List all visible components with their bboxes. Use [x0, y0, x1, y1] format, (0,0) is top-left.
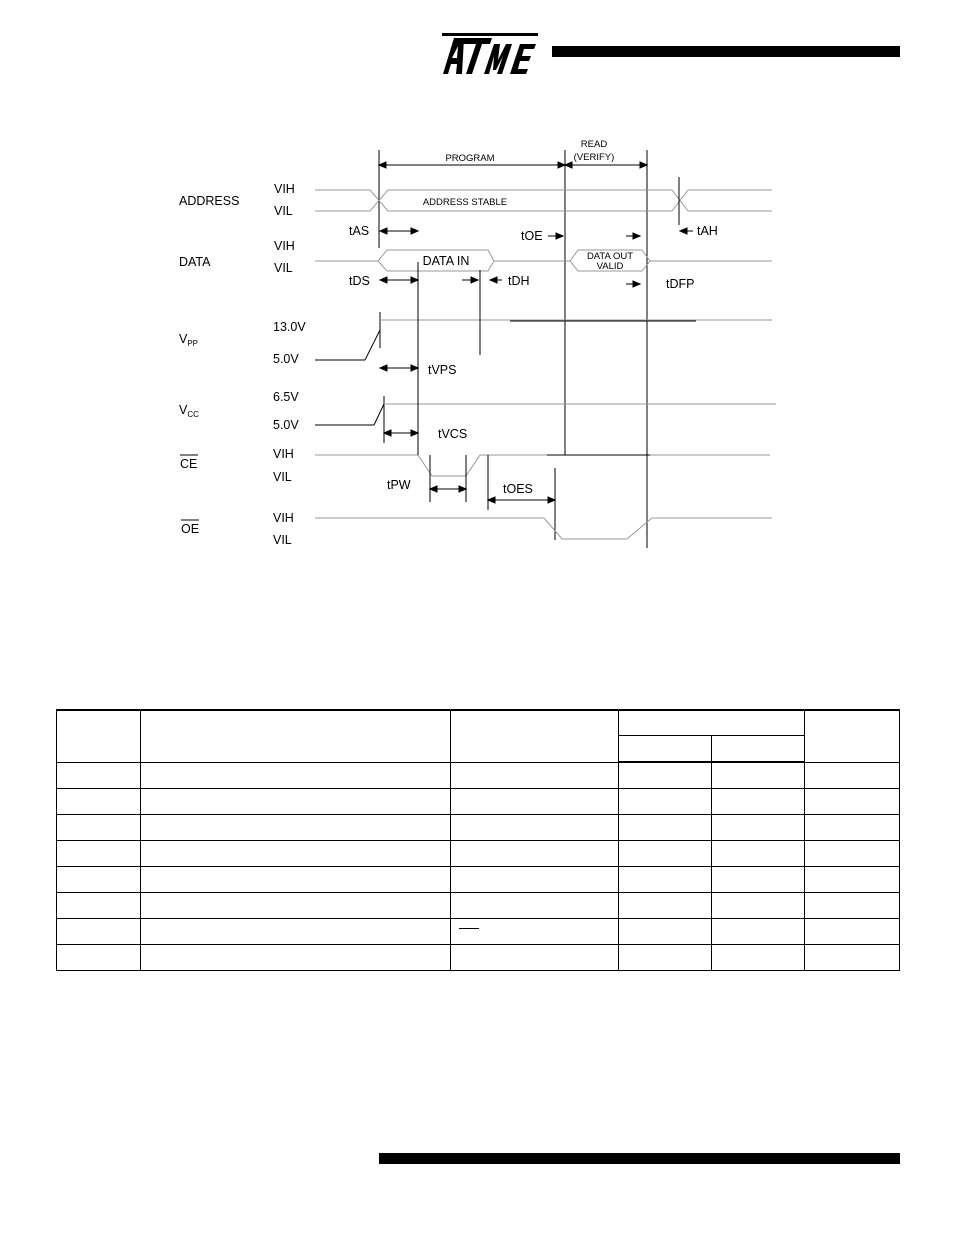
- data-out-valid-label: VALID: [596, 261, 624, 272]
- vcc-low-label: 5.0V: [273, 418, 299, 432]
- address-vih-label: VIH: [274, 182, 295, 196]
- vpp-high-label: 13.0V: [273, 320, 306, 334]
- vpp-low-label: 5.0V: [273, 352, 299, 366]
- signal-vcc-label: $V_{CC}$: [179, 403, 199, 419]
- signal-address-label: ADDRESS: [179, 194, 240, 208]
- data-in-label: DATA IN: [422, 254, 470, 268]
- signal-data-label: DATA: [179, 255, 211, 269]
- toes-label: tOES: [503, 482, 533, 496]
- oe-vih-label: VIH: [273, 511, 294, 525]
- table-row: [57, 815, 900, 841]
- tah-label: tAH: [697, 224, 718, 238]
- data-out-label: DATA OUT: [586, 251, 634, 262]
- tvcs-label: tVCS: [438, 427, 468, 441]
- table-row: [57, 841, 900, 867]
- header-symbol-cell: [57, 710, 141, 762]
- overbar-mark: [459, 928, 479, 929]
- phase-program-label: PROGRAM: [445, 153, 495, 164]
- footer-rule: [379, 1153, 900, 1164]
- tdfp-label: tDFP: [666, 277, 695, 291]
- address-vil-label: VIL: [274, 204, 293, 218]
- table-row: [57, 789, 900, 815]
- toe-label: tOE: [521, 229, 543, 243]
- ce-vil-label: VIL: [273, 470, 292, 484]
- tvps-label: tVPS: [428, 363, 457, 377]
- signal-vpp-label: $V_{PP}$: [179, 332, 199, 348]
- programming-waveform-diagram: [0, 0, 954, 600]
- signal-oe-label: OE: [181, 522, 200, 536]
- table-row: [57, 762, 900, 789]
- tdh-label: tDH: [508, 274, 530, 288]
- address-stable-label: ADDRESS STABLE: [422, 197, 508, 208]
- phase-read-label: READ: [580, 139, 608, 150]
- signal-ce-label: CE: [180, 457, 198, 471]
- data-vil-label: VIL: [274, 261, 293, 275]
- header-units-cell: [805, 710, 900, 762]
- header-limits-cell: [619, 710, 805, 736]
- table-row: [57, 867, 900, 893]
- header-max-cell: [712, 736, 805, 763]
- tpw-label: tPW: [387, 478, 411, 492]
- data-vih-label: VIH: [274, 239, 295, 253]
- header-min-cell: [619, 736, 712, 763]
- oe-vil-label: VIL: [273, 533, 292, 547]
- programming-characteristics-table: [56, 709, 900, 971]
- tas-label: tAS: [349, 224, 370, 238]
- table-row: [57, 919, 900, 945]
- vcc-high-label: 6.5V: [273, 390, 299, 404]
- tds-label: tDS: [349, 274, 370, 288]
- phase-verify-label: (VERIFY): [573, 152, 615, 163]
- table-row: [57, 945, 900, 971]
- header-condition-cell: [451, 710, 619, 762]
- table-row: [57, 893, 900, 919]
- header-parameter-cell: [141, 710, 451, 762]
- ce-vih-label: VIH: [273, 447, 294, 461]
